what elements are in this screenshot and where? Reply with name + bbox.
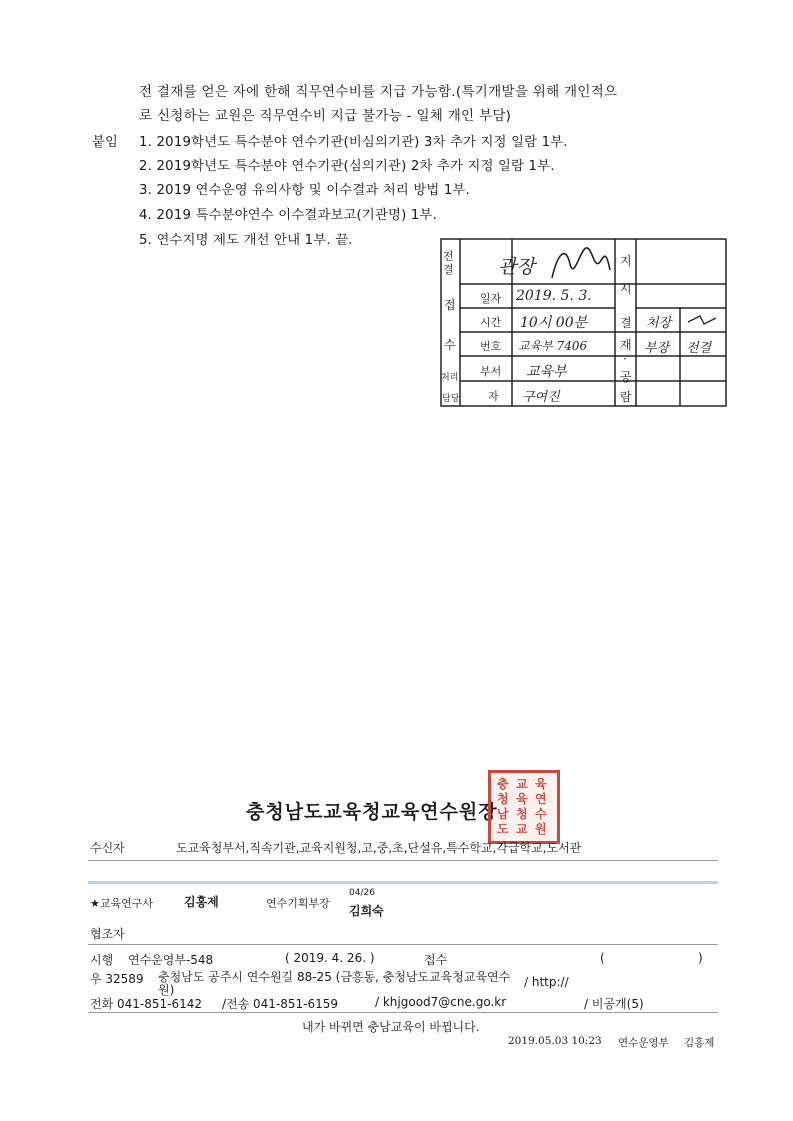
stamp-hand-dept-head: 부장	[644, 341, 670, 356]
signature-mark	[544, 240, 614, 286]
stamp-side-jae: 재	[620, 338, 632, 352]
reception-close: )	[698, 951, 703, 965]
stamp-label-time: 시간	[480, 316, 502, 329]
approver-date: 04/26	[349, 888, 375, 898]
stamp-side-gyeol: 결	[620, 316, 632, 330]
seal-char: 육	[516, 792, 528, 806]
seal-char: 수	[535, 807, 547, 821]
stamp-hand-time: 10시 00분	[520, 315, 588, 331]
stamp-label-number: 번호	[480, 340, 502, 353]
approver-name: 김희숙	[349, 904, 384, 918]
approver-role: 연수기획부장	[266, 897, 330, 910]
attachment-item: 2. 2019학년도 특수분야 연수기관(심의기관) 2차 추가 지정 일람 1부.	[139, 159, 555, 174]
body-text-line-2: 로 신청하는 교원은 직무연수비 지급 불가능 - 일체 개인 부담)	[139, 108, 512, 124]
cooperator-label: 협조자	[90, 927, 125, 941]
address-line-cont: 원)	[158, 983, 175, 997]
divider	[88, 860, 718, 861]
enforcement-date: ( 2019. 4. 26. )	[285, 951, 375, 965]
seal-char: 충	[497, 777, 509, 791]
seal-char: 교	[516, 822, 528, 836]
stamp-side-gong: 공	[620, 370, 632, 384]
website: / http://	[524, 975, 569, 989]
stamp-col-cheori: 처리	[441, 373, 459, 383]
slogan: 내가 바뀌면 충남교육이 바뀝니다.	[302, 1020, 480, 1034]
print-dept: 연수운영부	[618, 1037, 669, 1049]
seal-char: 원	[535, 822, 547, 836]
stamp-col-jeop: 접	[444, 298, 456, 312]
stamp-hand-other: 전결	[686, 341, 712, 356]
issuer-title: 충청남도교육청교육연수원장	[246, 801, 498, 823]
fax: /전송 041-851-6159	[222, 997, 339, 1011]
seal-char: 청	[497, 792, 509, 806]
seal-char: 청	[516, 807, 528, 821]
divider	[88, 944, 718, 945]
email[interactable]: / khjgood7@cne.go.kr	[375, 995, 507, 1009]
stamp-label-person: 자	[488, 390, 499, 403]
attachment-item: 3. 2019 연수운영 유의사항 및 이수결과 처리 방법 1부.	[139, 183, 471, 198]
stamp-hand-number: 교육부 7406	[518, 339, 588, 353]
stamp-col-damdang: 담당	[442, 394, 460, 404]
seal-char: 남	[497, 807, 509, 821]
drafter-name: 김홍제	[184, 895, 219, 909]
disclosure: / 비공개(5)	[584, 997, 644, 1011]
seal-char: 도	[497, 822, 509, 836]
enforcement-label: 시행	[90, 953, 114, 967]
attachments-label: 붙임	[92, 135, 119, 150]
divider	[88, 1012, 718, 1013]
stamp-side-ji: 지	[620, 254, 632, 268]
stamp-col-su: 수	[444, 338, 456, 352]
stamp-side-dot: ·	[623, 352, 627, 366]
divider-blue	[88, 881, 718, 884]
seal-char: 육	[535, 777, 547, 791]
phone: 전화 041-851-6142	[90, 997, 203, 1011]
drafter-role: ★교육연구사	[90, 897, 153, 910]
attachment-item: 5. 연수지명 제도 개선 안내 1부. 끝.	[139, 233, 353, 248]
stamp-side-si: 시	[620, 282, 632, 296]
stamp-hand-dept: 교육부	[526, 364, 567, 380]
stamp-hand-gwanjang: 관장	[498, 256, 535, 278]
seal-char: 교	[516, 777, 528, 791]
chief-signature-mark	[686, 312, 722, 330]
seal-char: 연	[535, 792, 547, 806]
print-datetime: 2019.05.03 10:23	[508, 1035, 602, 1047]
reception-label: 접수	[424, 953, 448, 967]
attachment-item: 4. 2019 특수분야연수 이수결과보고(기관명) 1부.	[139, 208, 438, 223]
stamp-hand-chief: 처장	[646, 316, 672, 331]
recipients-value: 도교육청부서,직속기관,교육지원청,고,중,초,단설유,특수학교,각급학교,도서관	[176, 841, 582, 855]
attachment-item: 1. 2019학년도 특수분야 연수기관(비심의기관) 3차 추가 지정 일람 1부.	[139, 135, 568, 150]
reception-open: (	[600, 951, 605, 965]
stamp-col-jeongyeol: 전결	[443, 250, 454, 276]
recipients-label: 수신자	[90, 841, 125, 855]
stamp-label-date: 일자	[480, 292, 502, 305]
official-seal	[488, 770, 560, 844]
reception-stamp	[440, 238, 728, 408]
address-line: 충청남도 공주시 연수원길 88-25 (금흥동, 충청남도교육청교육연수	[158, 970, 511, 984]
stamp-hand-person: 구여진	[522, 390, 560, 405]
stamp-label-dept: 부서	[480, 365, 502, 378]
stamp-side-ram: 람	[620, 390, 632, 404]
body-text-line-1: 전 결재를 얻은 자에 한해 직무연수비를 지급 가능함.(특기개발을 위해 개인적으	[139, 84, 618, 100]
enforcement-number: 연수운영부-548	[128, 953, 214, 967]
postal-code: 우 32589	[90, 972, 144, 986]
stamp-hand-date: 2019. 5. 3.	[516, 288, 592, 304]
print-name: 김홍제	[684, 1037, 715, 1049]
